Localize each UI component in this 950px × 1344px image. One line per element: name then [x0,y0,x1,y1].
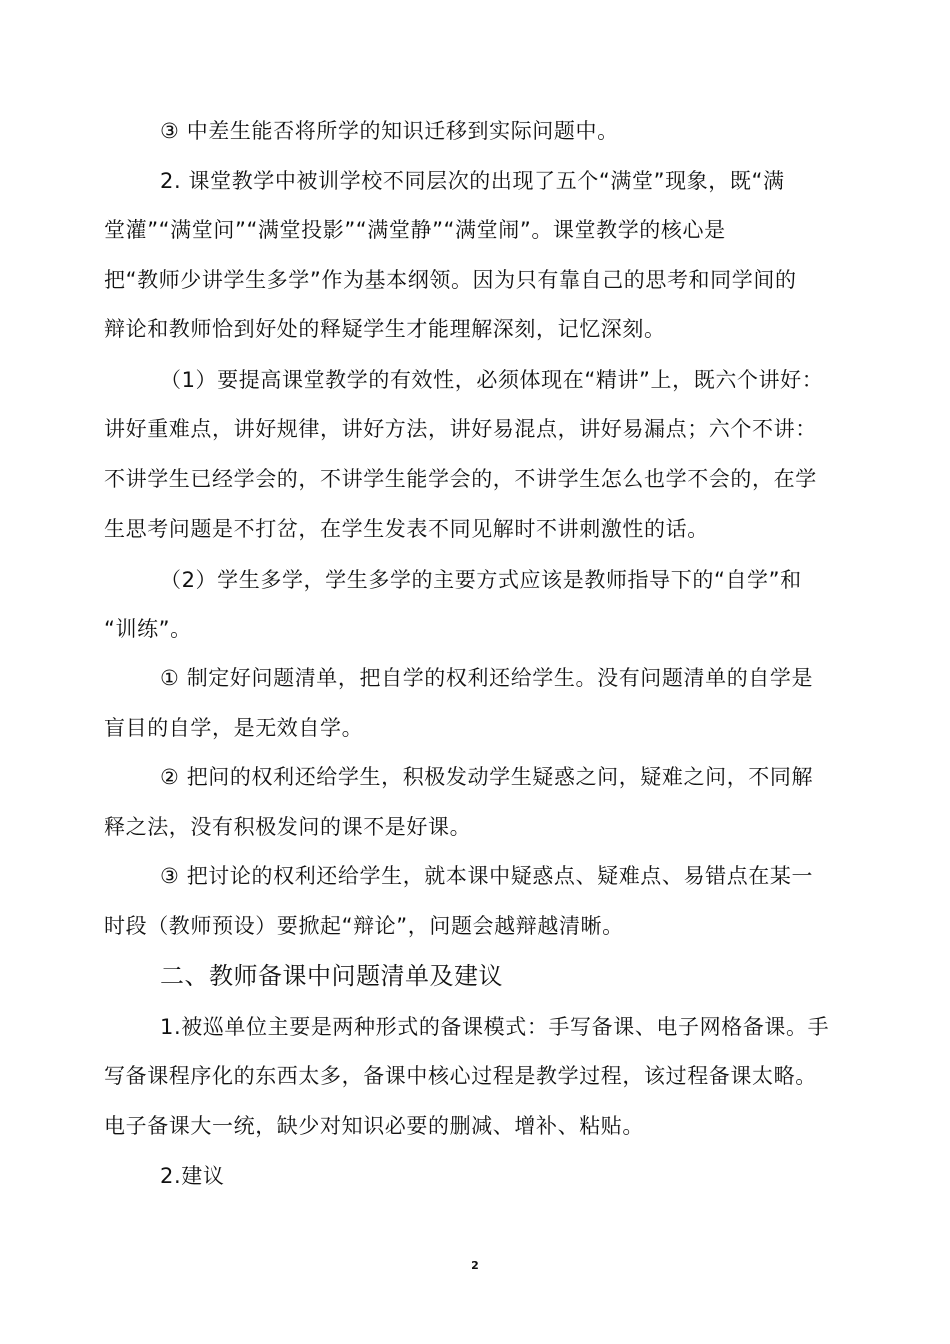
paragraph-line: 辩论和教师恰到好处的释疑学生才能理解深刻，记忆深刻。 [104,317,666,341]
paragraph-line: 写备课程序化的东西太多，备课中核心过程是教学过程，该过程备课太略。 [104,1064,817,1088]
paragraph-line: （2）学生多学，学生多学的主要方式应该是教师指导下的“自学”和 [160,568,802,592]
paragraph-line: 堂灌”“满堂问”“满堂投影”“满堂静”“满堂闹”。课堂教学的核心是 [104,218,726,242]
paragraph-line: 讲好重难点，讲好规律，讲好方法，讲好易混点，讲好易漏点；六个不讲： [104,417,817,441]
paragraph-line: 盲目的自学，是无效自学。 [104,716,364,740]
paragraph-line: 释之法，没有积极发问的课不是好课。 [104,815,472,839]
page-number: 2 [471,1259,479,1272]
paragraph-line: ① 制定好问题清单，把自学的权利还给学生。没有问题清单的自学是 [160,666,814,690]
paragraph-line: （1）要提高课堂教学的有效性，必须体现在“精讲”上，既六个讲好： [160,368,824,392]
paragraph-line: 2.建议 [160,1164,225,1188]
paragraph-line: ② 把问的权利还给学生，积极发动学生疑惑之问，疑难之问，不同解 [160,765,814,789]
paragraph-line: ③ 中差生能否将所学的知识迁移到实际问题中。 [160,119,619,143]
paragraph-line: 1.被巡单位主要是两种形式的备课模式：手写备课、电子网格备课。手 [160,1015,830,1039]
paragraph-line: ③ 把讨论的权利还给学生，就本课中疑惑点、疑难点、易错点在某一 [160,864,814,888]
paragraph-line: 2. 课堂教学中被训学校不同层次的出现了五个“满堂”现象，既“满 [160,169,785,193]
paragraph-line: 把“教师少讲学生多学”作为基本纲领。因为只有靠自己的思考和同学间的 [104,268,797,292]
paragraph-line: 电子备课大一统，缺少对知识必要的删减、增补、粘贴。 [104,1114,644,1138]
paragraph-line: 不讲学生已经学会的，不讲学生能学会的，不讲学生怎么也学不会的，在学 [104,467,817,491]
paragraph-line: 时段（教师预设）要掀起“辩论”，问题会越辩越清晰。 [104,914,624,938]
paragraph-line: 生思考问题是不打岔，在学生发表不同见解时不讲刺激性的话。 [104,517,709,541]
paragraph-line: “训练”。 [104,617,192,641]
section-heading: 二、教师备课中问题清单及建议 [160,962,503,990]
